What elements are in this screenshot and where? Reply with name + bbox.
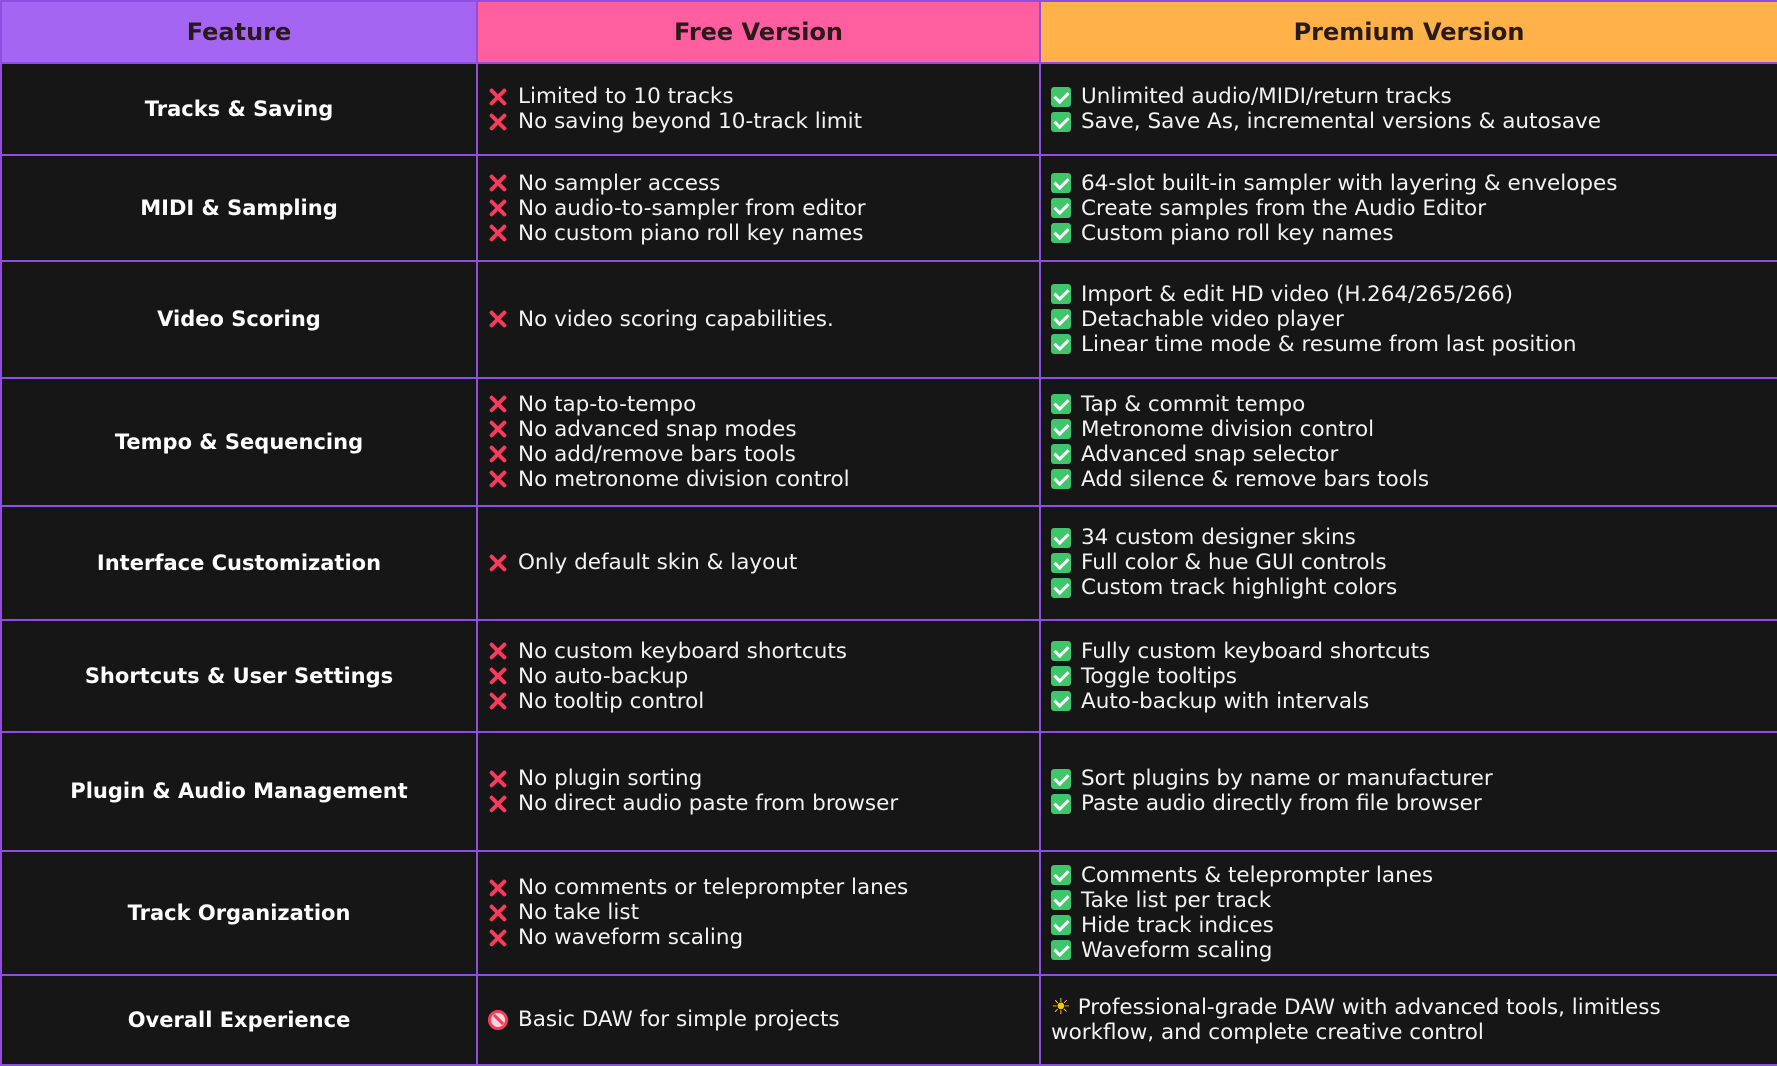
premium-list-item — [1051, 639, 1767, 664]
feature-name-cell: Interface Customization — [1, 506, 477, 620]
premium-list-item — [1051, 442, 1767, 467]
premium-item-text: Add silence & remove bars tools — [1081, 466, 1430, 492]
premium-version-cell — [1040, 975, 1777, 1065]
free-list-item — [488, 109, 1029, 134]
check-mark-icon — [1051, 284, 1071, 304]
check-mark-icon — [1051, 334, 1071, 354]
cross-mark-icon — [488, 87, 508, 107]
feature-name-cell: Tempo & Sequencing — [1, 378, 477, 506]
cross-mark-icon — [488, 309, 508, 329]
premium-item-text: Comments & teleprompter lanes — [1081, 862, 1434, 888]
feature-name-cell: Overall Experience — [1, 975, 477, 1065]
feature-name-cell: Track Organization — [1, 851, 477, 975]
premium-list-item — [1051, 550, 1767, 575]
free-version-cell — [477, 155, 1040, 261]
free-item-text: No comments or teleprompter lanes — [518, 875, 909, 901]
premium-version-cell — [1040, 620, 1777, 732]
cross-mark-icon — [488, 223, 508, 243]
premium-version-cell — [1040, 732, 1777, 850]
free-item-text: No metronome division control — [518, 466, 850, 492]
check-mark-icon — [1051, 528, 1071, 548]
check-mark-icon — [1051, 223, 1071, 243]
feature-name-cell: Tracks & Saving — [1, 63, 477, 155]
cross-mark-icon — [488, 928, 508, 948]
table-row — [1, 975, 1777, 1065]
free-item-text: No tap-to-tempo — [518, 391, 697, 417]
premium-item-text: Waveform scaling — [1081, 937, 1273, 963]
free-list-item — [488, 925, 1029, 950]
free-list-item — [488, 221, 1029, 246]
free-list-item — [488, 307, 1029, 332]
premium-list-item — [1051, 995, 1767, 1045]
cross-mark-icon — [488, 794, 508, 814]
prohibited-icon — [488, 1010, 508, 1030]
table-row — [1, 732, 1777, 850]
table-row — [1, 620, 1777, 732]
premium-list-item — [1051, 525, 1767, 550]
premium-version-cell — [1040, 261, 1777, 377]
premium-version-cell — [1040, 378, 1777, 506]
table-body — [1, 63, 1777, 1065]
free-item-text: No direct audio paste from browser — [518, 791, 899, 817]
premium-item-text: Auto-backup with intervals — [1081, 688, 1370, 714]
cross-mark-icon — [488, 173, 508, 193]
premium-version-cell — [1040, 506, 1777, 620]
free-version-column-header: Free Version — [477, 1, 1040, 63]
cross-mark-icon — [488, 198, 508, 218]
premium-list-item — [1051, 913, 1767, 938]
premium-list-item — [1051, 888, 1767, 913]
free-item-text: Basic DAW for simple projects — [518, 1007, 840, 1033]
premium-item-text: 34 custom designer skins — [1081, 525, 1356, 551]
free-version-cell — [477, 261, 1040, 377]
premium-item-text: Save, Save As, incremental versions & autosave — [1081, 109, 1601, 135]
check-mark-icon — [1051, 641, 1071, 661]
free-list-item — [488, 639, 1029, 664]
free-item-text: Limited to 10 tracks — [518, 84, 734, 110]
table-row — [1, 851, 1777, 975]
free-item-text: No custom keyboard shortcuts — [518, 638, 847, 664]
cross-mark-icon — [488, 769, 508, 789]
premium-item-text: Professional-grade DAW with advanced tools, limitless workflow, and complete creative control — [1051, 994, 1661, 1045]
check-mark-icon — [1051, 173, 1071, 193]
free-item-text: No sampler access — [518, 170, 721, 196]
check-mark-icon — [1051, 769, 1071, 789]
free-item-text: No take list — [518, 900, 640, 926]
premium-version-cell — [1040, 63, 1777, 155]
premium-item-text: Toggle tooltips — [1081, 663, 1237, 689]
premium-list-item — [1051, 392, 1767, 417]
free-list-item — [488, 664, 1029, 689]
check-mark-icon — [1051, 940, 1071, 960]
free-list-item — [488, 766, 1029, 791]
premium-version-cell — [1040, 155, 1777, 261]
table-row — [1, 155, 1777, 261]
premium-list-item — [1051, 282, 1767, 307]
check-mark-icon — [1051, 87, 1071, 107]
premium-list-item — [1051, 196, 1767, 221]
premium-list-item — [1051, 575, 1767, 600]
table-row — [1, 261, 1777, 377]
feature-name-cell: Plugin & Audio Management — [1, 732, 477, 850]
feature-name-cell: MIDI & Sampling — [1, 155, 477, 261]
premium-item-text: Take list per track — [1081, 887, 1272, 913]
premium-list-item — [1051, 467, 1767, 492]
premium-item-text: Custom track highlight colors — [1081, 575, 1398, 601]
cross-mark-icon — [488, 112, 508, 132]
free-item-text: Only default skin & layout — [518, 550, 798, 576]
free-item-text: No video scoring capabilities. — [518, 306, 834, 332]
check-mark-icon — [1051, 309, 1071, 329]
free-list-item — [488, 196, 1029, 221]
premium-list-item — [1051, 863, 1767, 888]
free-version-cell — [477, 63, 1040, 155]
premium-item-text: Metronome division control — [1081, 416, 1375, 442]
cross-mark-icon — [488, 666, 508, 686]
premium-list-item — [1051, 171, 1767, 196]
free-item-text: No saving beyond 10-track limit — [518, 109, 863, 135]
premium-item-text: Custom piano roll key names — [1081, 220, 1394, 246]
premium-item-text: 64-slot built-in sampler with layering & envelopes — [1081, 170, 1618, 196]
free-list-item — [488, 442, 1029, 467]
premium-item-text: Advanced snap selector — [1081, 441, 1339, 467]
free-version-cell — [477, 506, 1040, 620]
premium-item-text: Tap & commit tempo — [1081, 391, 1306, 417]
free-item-text: No custom piano roll key names — [518, 220, 864, 246]
check-mark-icon — [1051, 444, 1071, 464]
premium-item-text: Paste audio directly from file browser — [1081, 791, 1482, 817]
free-list-item — [488, 791, 1029, 816]
free-list-item — [488, 84, 1029, 109]
cross-mark-icon — [488, 553, 508, 573]
free-item-text: No add/remove bars tools — [518, 441, 796, 467]
premium-list-item — [1051, 791, 1767, 816]
cross-mark-icon — [488, 691, 508, 711]
check-mark-icon — [1051, 469, 1071, 489]
premium-list-item — [1051, 109, 1767, 134]
feature-name-cell: Video Scoring — [1, 261, 477, 377]
premium-item-text: Unlimited audio/MIDI/return tracks — [1081, 84, 1452, 110]
cross-mark-icon — [488, 469, 508, 489]
free-list-item — [488, 171, 1029, 196]
premium-list-item — [1051, 307, 1767, 332]
cross-mark-icon — [488, 444, 508, 464]
cross-mark-icon — [488, 394, 508, 414]
sparkle-sun-icon: ☀ — [1051, 994, 1078, 1020]
free-version-cell — [477, 851, 1040, 975]
free-version-cell — [477, 732, 1040, 850]
premium-item-text: Sort plugins by name or manufacturer — [1081, 766, 1493, 792]
premium-item-text: Detachable video player — [1081, 306, 1344, 332]
premium-item-text: Import & edit HD video (H.264/265/266) — [1081, 281, 1514, 307]
check-mark-icon — [1051, 578, 1071, 598]
cross-mark-icon — [488, 878, 508, 898]
table-row — [1, 506, 1777, 620]
check-mark-icon — [1051, 865, 1071, 885]
check-mark-icon — [1051, 419, 1071, 439]
free-list-item — [488, 689, 1029, 714]
free-list-item — [488, 1007, 1029, 1032]
free-list-item — [488, 900, 1029, 925]
free-item-text: No tooltip control — [518, 688, 705, 714]
premium-item-text: Linear time mode & resume from last position — [1081, 331, 1577, 357]
premium-list-item — [1051, 766, 1767, 791]
free-item-text: No audio-to-sampler from editor — [518, 195, 866, 221]
premium-item-text: Fully custom keyboard shortcuts — [1081, 638, 1431, 664]
premium-list-item — [1051, 417, 1767, 442]
check-mark-icon — [1051, 794, 1071, 814]
premium-item-text: Create samples from the Audio Editor — [1081, 195, 1487, 221]
check-mark-icon — [1051, 112, 1071, 132]
check-mark-icon — [1051, 890, 1071, 910]
premium-version-column-header: Premium Version — [1040, 1, 1777, 63]
premium-list-item — [1051, 221, 1767, 246]
premium-list-item — [1051, 938, 1767, 963]
premium-list-item — [1051, 664, 1767, 689]
free-version-cell — [477, 620, 1040, 732]
free-list-item — [488, 392, 1029, 417]
free-item-text: No waveform scaling — [518, 925, 744, 951]
cross-mark-icon — [488, 641, 508, 661]
free-version-cell — [477, 378, 1040, 506]
premium-list-item — [1051, 332, 1767, 357]
free-list-item — [488, 467, 1029, 492]
check-mark-icon — [1051, 394, 1071, 414]
free-item-text: No auto-backup — [518, 663, 689, 689]
premium-list-item — [1051, 689, 1767, 714]
free-item-text: No advanced snap modes — [518, 416, 797, 442]
premium-version-cell — [1040, 851, 1777, 975]
premium-item-text: Hide track indices — [1081, 912, 1274, 938]
feature-name-cell: Shortcuts & User Settings — [1, 620, 477, 732]
table-row — [1, 63, 1777, 155]
cross-mark-icon — [488, 903, 508, 923]
cross-mark-icon — [488, 419, 508, 439]
check-mark-icon — [1051, 553, 1071, 573]
header-row — [1, 1, 1777, 63]
feature-column-header: Feature — [1, 1, 477, 63]
check-mark-icon — [1051, 666, 1071, 686]
free-version-cell — [477, 975, 1040, 1065]
free-list-item — [488, 550, 1029, 575]
check-mark-icon — [1051, 198, 1071, 218]
premium-list-item — [1051, 84, 1767, 109]
check-mark-icon — [1051, 691, 1071, 711]
premium-item-text: Full color & hue GUI controls — [1081, 550, 1387, 576]
free-item-text: No plugin sorting — [518, 766, 703, 792]
free-list-item — [488, 875, 1029, 900]
table-row — [1, 378, 1777, 506]
check-mark-icon — [1051, 915, 1071, 935]
free-list-item — [488, 417, 1029, 442]
